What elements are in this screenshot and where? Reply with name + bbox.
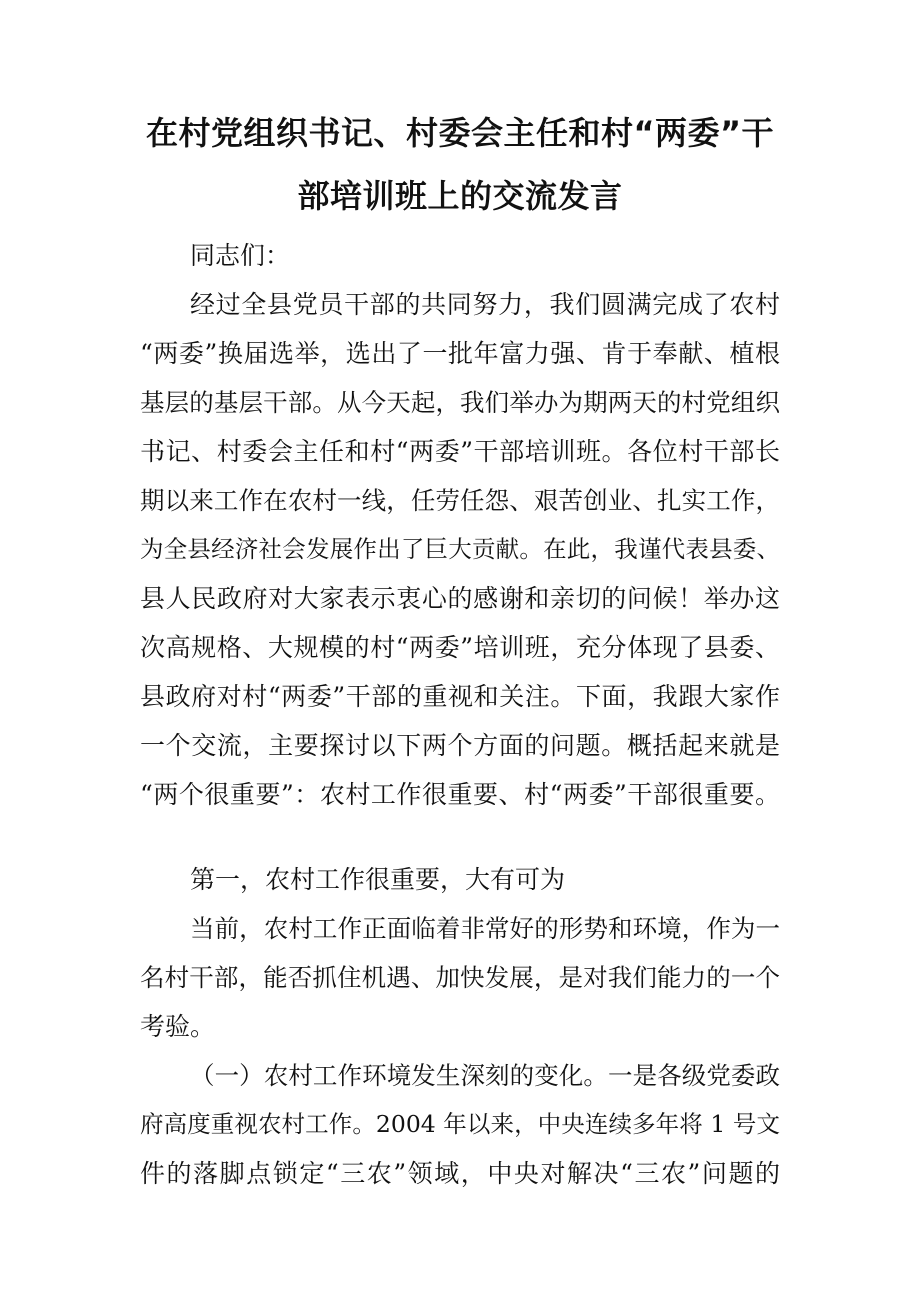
paragraph-line: 经过全县党员干部的共同努力，我们圆满完成了农村 — [190, 290, 780, 319]
paragraph-line: 书记、村委会主任和村“两委”干部培训班。各位村干部长 — [140, 437, 780, 466]
salutation-text: 同志们： — [190, 241, 291, 270]
document-title-line-2: 部培训班上的交流发言 — [297, 177, 623, 215]
paragraph-line: “两委”换届选举，选出了一批年富力强、肯于奉献、植根 — [140, 339, 780, 368]
paragraph-line: 当前，农村工作正面临着非常好的形势和环境，作为一 — [190, 914, 780, 943]
section-heading — [140, 855, 780, 904]
paragraph-line: 名村干部，能否抓住机遇、加快发展，是对我们能力的一个 — [140, 963, 780, 992]
paragraph-line: 考验。 — [140, 1012, 216, 1041]
paragraph-line: 为全县经济社会发展作出了巨大贡献。在此，我谨代表县委、 — [140, 535, 780, 563]
paragraph-situation — [140, 904, 780, 1051]
paragraph-line: 次高规格、大规模的村“两委”培训班，充分体现了县委、 — [140, 633, 780, 662]
paragraph-line: 基层的基层干部。从今天起，我们举办为期两天的村党组织 — [140, 388, 780, 417]
document-title-line-1: 在村党组织书记、村委会主任和村“两委”干 — [145, 114, 775, 152]
paragraph-line: 县政府对村“两委”干部的重视和关注。下面，我跟大家作 — [140, 682, 780, 711]
paragraph-intro — [140, 280, 780, 819]
paragraph-line: （一）农村工作环境发生深刻的变化。一是各级党委政 — [190, 1061, 780, 1090]
paragraph-environment — [140, 1051, 780, 1198]
paragraph-line: 府高度重视农村工作。2004 年以来，中央连续多年将 1 号文 — [140, 1110, 780, 1138]
section-heading-text: 第一，农村工作很重要，大有可为 — [190, 865, 566, 894]
paragraph-line: “两个很重要”：农村工作很重要、村“两委”干部很重要。 — [140, 780, 780, 809]
paragraph-line: 县人民政府对大家表示衷心的感谢和亲切的问候！举办这 — [140, 584, 780, 613]
paragraph-line: 一个交流，主要探讨以下两个方面的问题。概括起来就是 — [140, 731, 780, 760]
salutation — [140, 231, 780, 280]
paragraph-line: 期以来工作在农村一线，任劳任怨、艰苦创业、扎实工作， — [140, 486, 780, 515]
paragraph-line: 件的落脚点锁定“三农”领域，中央对解决“三农”问题的 — [140, 1159, 780, 1188]
